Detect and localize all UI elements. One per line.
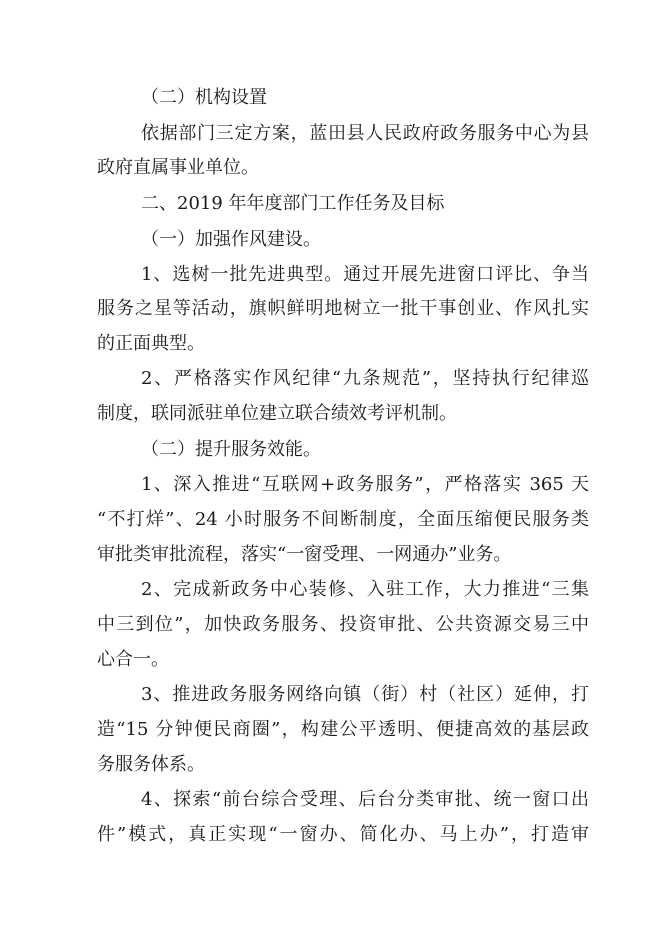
paragraph-line: 件”模式，真正实现“一窗办、简化办、马上办”，打造审 bbox=[97, 824, 589, 845]
paragraph-line: 2、完成新政务中心装修、入驻工作，大力推进“三集 bbox=[141, 579, 589, 600]
subsection-heading-service-efficiency: （二）提升服务效能。 bbox=[141, 439, 321, 460]
paragraph-line: 造“15 分钟便民商圈”，构建公平透明、便捷高效的基层政 bbox=[97, 719, 589, 740]
paragraph-line: “不打烊”、24 小时服务不间断制度，全面压缩便民服务类 bbox=[97, 509, 589, 530]
section-heading-tasks: 二、2019 年年度部门工作任务及目标 bbox=[141, 193, 445, 214]
section-heading-org-setup: （二）机构设置 bbox=[141, 87, 267, 108]
paragraph-line: 务服务体系。 bbox=[97, 754, 205, 775]
paragraph-line: 服务之星等活动，旗帜鲜明地树立一批干事创业、作风扎实 bbox=[97, 298, 589, 319]
paragraph-line: 1、深入推进“互联网+政务服务”，严格落实 365 天 bbox=[141, 474, 589, 495]
paragraph-line: 中三到位”，加快政务服务、投资审批、公共资源交易三中 bbox=[97, 614, 589, 635]
paragraph-line: 3、推进政务服务网络向镇（街）村（社区）延伸，打 bbox=[141, 684, 589, 705]
paragraph-line: 依据部门三定方案，蓝田县人民政府政务服务中心为县 bbox=[141, 123, 589, 144]
paragraph-line: 政府直属事业单位。 bbox=[97, 157, 259, 178]
paragraph-line: 2、严格落实作风纪律“九条规范”，坚持执行纪律巡 bbox=[141, 368, 589, 389]
subsection-heading-work-style: （一）加强作风建设。 bbox=[141, 229, 321, 250]
paragraph-line: 审批类审批流程，落实“一窗受理、一网通办”业务。 bbox=[97, 544, 512, 565]
paragraph-line: 4、探索“前台综合受理、后台分类审批、统一窗口出 bbox=[141, 789, 589, 810]
paragraph-line: 1、选树一批先进典型。通过开展先进窗口评比、争当 bbox=[141, 264, 589, 285]
paragraph-line: 心合一。 bbox=[97, 649, 169, 670]
paragraph-line: 制度，联同派驻单位建立联合绩效考评机制。 bbox=[97, 403, 457, 424]
paragraph-line: 的正面典型。 bbox=[97, 333, 205, 354]
